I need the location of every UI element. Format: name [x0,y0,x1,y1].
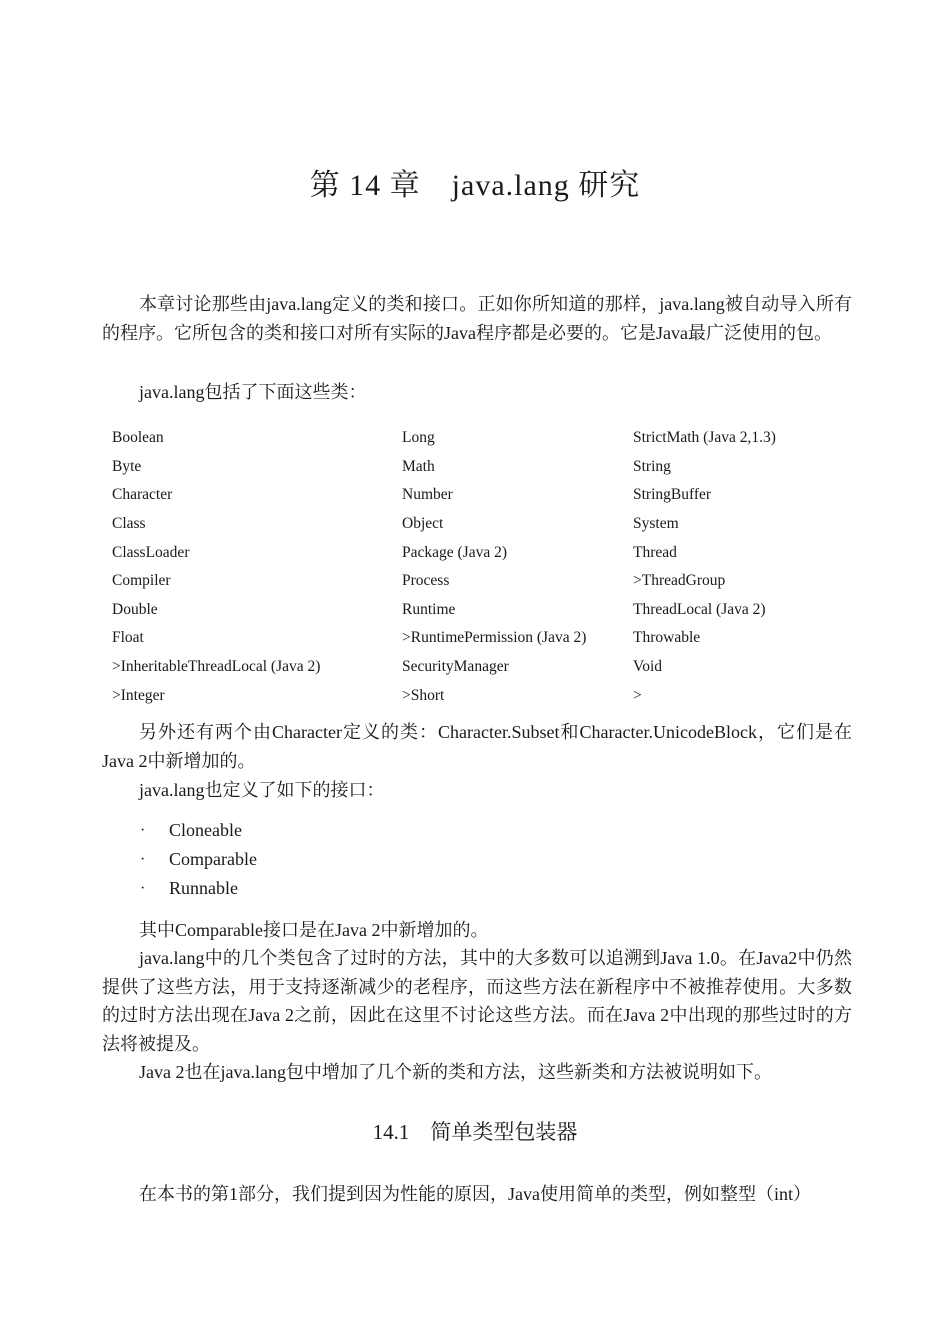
class-name-cell: System [633,515,679,533]
comparable-note: 其中Comparable接口是在Java 2中新增加的。 [139,920,489,940]
class-name-cell: Process [402,572,450,590]
java2-additions-paragraph: Java 2也在java.lang包中增加了几个新的类和方法，这些新类和方法被说明如下。 [139,1062,772,1082]
deprecated-paragraph: java.lang中的几个类包含了过时的方法，其中的大多数可以追溯到Java 1.0。在Java2中仍然提供了这些方法，用于支持逐渐减少的老程序，而这些方法在新程序中不被推荐使用。大多数的过时方法出现在Java 2之前，因此在这里不讨论这些方法。而在Java 2中出现的那些过时的方法将被提及。 [102,948,852,1054]
classes-intro: java.lang包括了下面这些类： [139,382,367,402]
class-name-cell: SecurityManager [402,658,509,676]
bullet-icon: · [140,880,146,897]
class-list-table [112,424,832,710]
class-name-cell: Class [112,515,146,533]
class-name-cell: >Short [402,686,445,704]
class-name-cell: ThreadLocal (Java 2) [633,600,766,618]
class-name-cell: StrictMath (Java 2,1.3) [633,429,776,447]
class-name-cell: Void [633,658,663,676]
interface-name: Runnable [169,878,238,898]
table-row [112,424,832,453]
class-name-cell: >RuntimePermission (Java 2) [402,629,587,647]
intro-paragraph: 本章讨论那些由java.lang定义的类和接口。正如你所知道的那样，java.lang被自动导入所有的程序。它所包含的类和接口对所有实际的Java程序都是必要的。它是Java最广泛使用的包。 [102,294,852,343]
bullet-icon: · [140,851,146,868]
table-row [112,596,832,625]
class-name-cell: Float [112,629,144,647]
class-name-cell: Thread [633,543,677,561]
character-classes-paragraph: 另外还有两个由Character定义的类：Character.Subset和Character.UnicodeBlock，它们是在Java 2中新增加的。 [102,722,852,771]
class-name-cell: Number [402,486,453,504]
table-row [112,510,832,539]
class-name-cell: >ThreadGroup [633,572,726,590]
class-name-cell: > [633,686,642,704]
list-item [140,874,257,903]
interfaces-intro: java.lang也定义了如下的接口： [139,780,385,800]
class-name-cell: Character [112,486,173,504]
list-item [140,845,257,874]
class-name-cell: Boolean [112,429,164,447]
interface-name: Comparable [169,849,257,869]
interface-name: Cloneable [169,820,242,840]
class-name-cell: Double [112,600,158,618]
class-name-cell: Package (Java 2) [402,543,508,561]
section-first-line: 在本书的第1部分，我们提到因为性能的原因，Java使用简单的类型，例如整型（int） [139,1184,811,1204]
class-name-cell: Object [402,515,444,533]
table-row [112,538,832,567]
class-name-cell: Byte [112,457,142,475]
table-row [112,481,832,510]
table-row [112,453,832,482]
table-row [112,681,832,710]
class-name-cell: >InheritableThreadLocal (Java 2) [112,658,321,676]
class-name-cell: Math [402,457,435,475]
bullet-icon: · [140,822,146,839]
class-name-cell: Long [402,429,435,447]
class-list-body [112,424,832,710]
table-row [112,624,832,653]
table-row [112,567,832,596]
section-title: 14.1 简单类型包装器 [372,1120,578,1144]
table-row [112,653,832,682]
class-name-cell: >Integer [112,686,165,704]
class-name-cell: StringBuffer [633,486,712,504]
class-name-cell: Throwable [633,629,701,647]
chapter-title: 第 14 章 java.lang 研究 [309,169,641,202]
class-name-cell: Compiler [112,572,171,590]
class-name-cell: ClassLoader [112,543,190,561]
list-item [140,816,257,845]
interface-list [140,816,257,903]
class-name-cell: String [633,457,671,475]
class-name-cell: Runtime [402,600,456,618]
